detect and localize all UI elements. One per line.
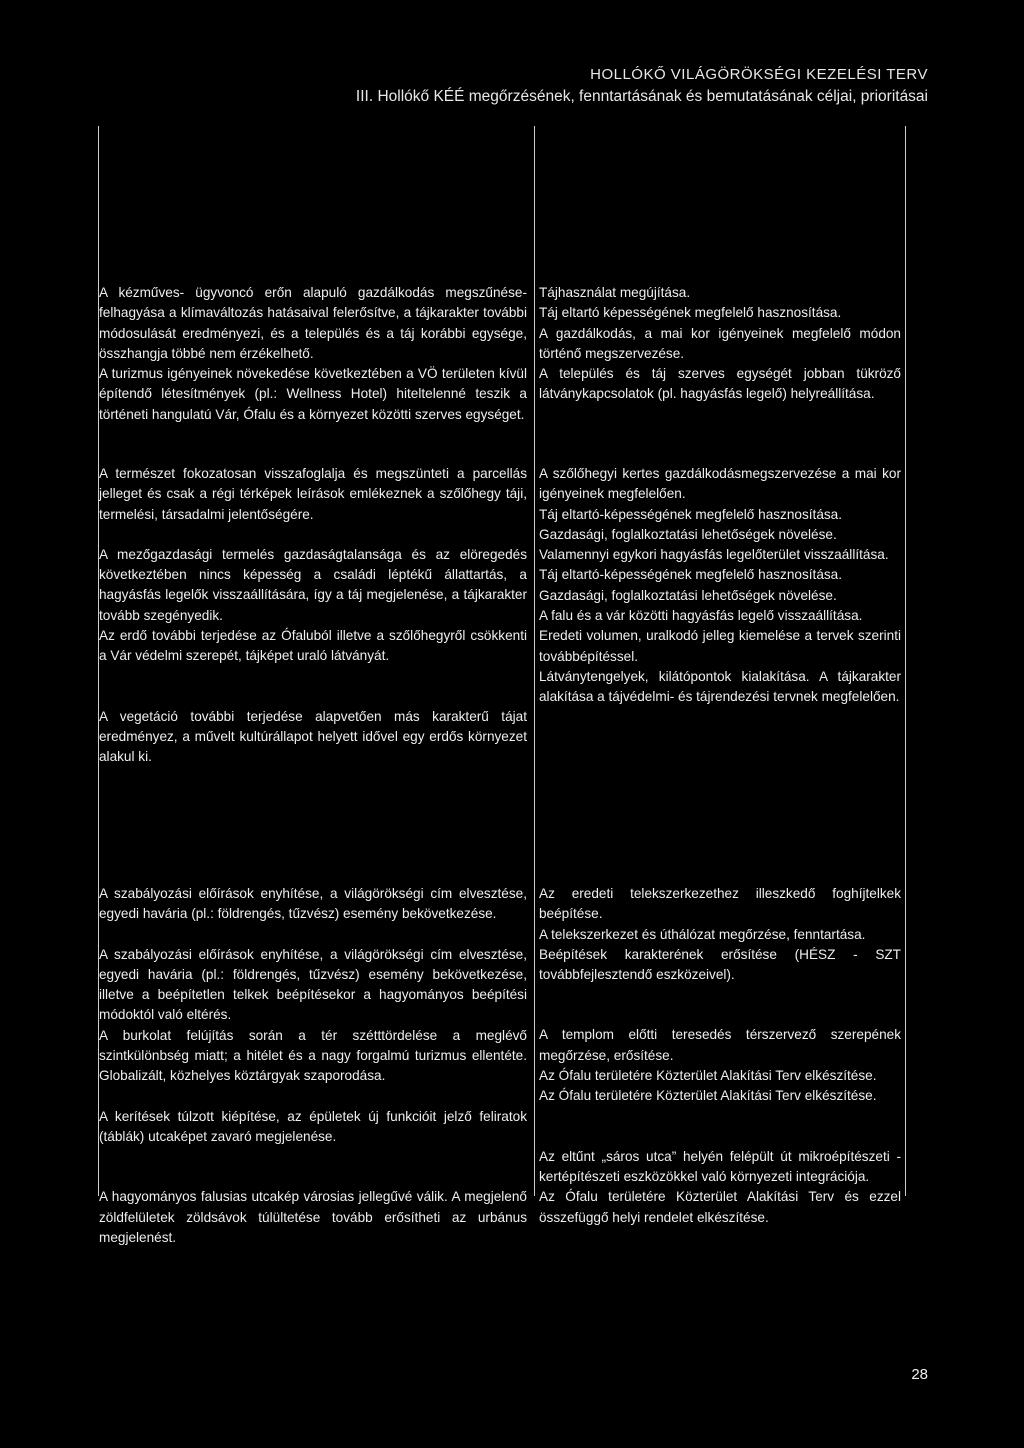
table-column-divider [534, 126, 535, 1196]
cell-paragraph: A szabályozási előírások enyhítése, a világörökségi cím elvesztése, egyedi havária (pl.: földrengés, tűzvész) esemény bekövetkezése. [99, 886, 527, 922]
cell-paragraph: Az Ófalu területére Közterület Alakítási Terv és ezzel összefüggő helyi rendelet elkészítése. [539, 1189, 901, 1225]
table-cell-row2-goals [539, 464, 901, 708]
cell-paragraph: Eredeti volumen, uralkodó jelleg kiemelése a tervek szerinti továbbépítéssel. [539, 628, 901, 664]
cell-paragraph: Az eredeti telekszerkezethez illeszkedő foghíjtelkek beépítése. [539, 886, 901, 922]
document-header-title: HOLLÓKŐ VILÁGÖRÖKSÉGI KEZELÉSI TERV [590, 66, 928, 83]
cell-paragraph: A szabályozási előírások enyhítése, a világörökségi cím elvesztése, egyedi havária (pl.: földrengés, tűzvész) esemény bekövetkezése, illetve a beépítetlen telkek beépítésekor a hagyományos beépítési módoktól való eltérés. [99, 946, 527, 1023]
cell-paragraph: A burkolat felújítás során a tér szétttördelése a meglévő szintkülönbség miatt; a hitélet és a nagy forgalmú turizmus ellentéte. Globalizált, közhelyes köztárgyak szaporodása. [99, 1027, 527, 1084]
document-header-subtitle: III. Hollókő KÉÉ megőrzésének, fenntartásának és bemutatásának céljai, prioritásai [355, 88, 928, 105]
cell-paragraph: Táj eltartó képességének megfelelő hasznosítása. [539, 305, 842, 321]
cell-paragraph: A kerítések túlzott kiépítése, az épületek új funkcióit jelző feliratok (táblák) utcaképet zavaró megjelenése. [99, 1108, 527, 1144]
cell-paragraph: Táj eltartó-képességének megfelelő hasznosítása. [539, 506, 843, 522]
cell-paragraph: Beépítések karakterének erősítése (HÉSZ - SZT továbbfejlesztendő eszközeivel). [539, 946, 901, 983]
table-cell-row2-threats [99, 464, 527, 768]
table-cell-row1-threats [99, 283, 527, 425]
table-right-border [905, 126, 906, 1196]
cell-paragraph: A hagyományos falusias utcakép városias jellegűvé válik. A megjelenő zöldfelületek zöldsávok túlültetése tovább erősítheti az urbánus megjelenést. [99, 1189, 527, 1245]
cell-paragraph: A falu és a vár közötti hagyásfás legelő visszaállítása. [539, 608, 863, 624]
cell-paragraph: A szőlőhegyi kertes gazdálkodásmegszervezése a mai kor igényeinek megfelelően. [539, 466, 901, 502]
cell-paragraph: A kézműves- ügyvoncó erőn alapuló gazdálkodás megszűnése-felhagyása a klímaváltozás hatásaival felerősítve, a tájkarakter további módosulását eredményezi, és a település és a táj korábbi egysége, összhangja többé nem érzékelhető. [99, 285, 527, 361]
cell-paragraph: A természet fokozatosan visszafoglalja és megszünteti a parcellás jelleget és csak a régi térképek leírások emlékeznek a szőlőhegy táji, termelési, társadalmi jelentőségére. [99, 466, 527, 522]
cell-paragraph: Táj eltartó-képességének megfelelő hasznosítása. [539, 567, 843, 583]
cell-paragraph: Látványtengelyek, kilátópontok kialakítása. A tájkarakter alakítása a tájvédelmi- és tájrendezési tervnek megfelelően. [539, 668, 901, 705]
cell-paragraph: Az Ófalu területére Közterület Alakítási Terv elkészítése. [539, 1068, 877, 1084]
cell-paragraph: A gazdálkodás, a mai kor igényeinek megfelelő módon történő megszervezése. [539, 325, 901, 361]
cell-paragraph: Gazdasági, foglalkoztatási lehetőségek növelése. [539, 587, 837, 603]
cell-paragraph: Az Ófalu területére Közterület Alakítási Terv elkészítése. [539, 1088, 877, 1104]
cell-paragraph: A település és táj szerves egységét jobban tükröző látványkapcsolatok (pl. hagyásfás legelő) helyreállítása. [539, 366, 901, 402]
table-cell-row1-goals [539, 283, 901, 405]
cell-paragraph: A vegetáció további terjedése alapvetően más karakterű tájat eredményez, a művelt kultúrállapot helyett idővel egy erdős környezet alakul ki. [99, 708, 527, 765]
cell-paragraph: A mezőgazdasági termelés gazdaságtalansága és az elöregedés következtében nincs képesség a családi léptékű állattartás, a hagyásfás legelők visszaállítására, így a táj megjelenése, a tájkarakter tovább szegényedik. [99, 546, 527, 623]
table-cell-row3-goals [539, 884, 901, 1228]
cell-paragraph: Valamennyi egykori hagyásfás legelőterület visszaállítása. [539, 547, 889, 563]
cell-paragraph: Az eltűnt „sáros utca” helyén felépült út mikroépítészeti - kertépítészeti eszközökkel való környezeti integrációja. [539, 1148, 901, 1184]
cell-paragraph: Az erdő további terjedése az Ófaluból illetve a szőlőhegyről csökkenti a Vár védelmi szerepét, tájképet uraló látványát. [99, 628, 527, 664]
table-cell-row3-threats [99, 884, 527, 1248]
cell-paragraph: A templom előtti teresedés térszervező szerepének megőrzése, erősítése. [539, 1027, 901, 1063]
cell-paragraph: Tájhasználat megújítása. [539, 285, 691, 300]
cell-paragraph: A telekszerkezet és úthálózat megőrzése, fenntartása. [539, 926, 866, 942]
cell-paragraph: Gazdasági, foglalkoztatási lehetőségek növelése. [539, 526, 837, 542]
page-number: 28 [911, 1366, 928, 1383]
cell-paragraph: A turizmus igényeinek növekedése következtében a VÖ területen kívül építendő létesítmények (pl.: Wellness Hotel) hiteltelenné teszik a történeti hangulatú Vár, Ófalu és a környezet közötti szerves egységet. [99, 366, 527, 422]
